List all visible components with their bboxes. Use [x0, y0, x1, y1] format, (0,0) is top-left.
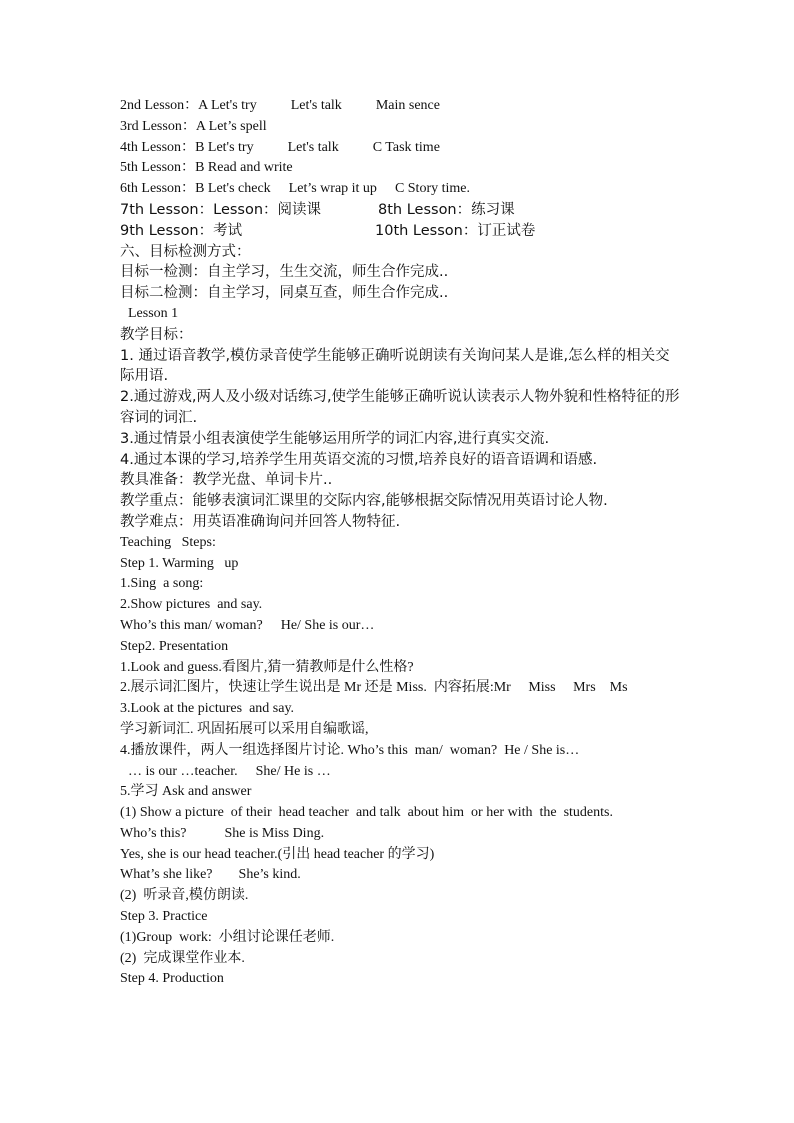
dialogue-question: Who’s this man/ woman? [120, 617, 263, 633]
dialogue-line: She/ He is … [255, 763, 331, 779]
lesson-10: 10th Lesson：订正试卷 [375, 222, 536, 239]
key-points: 教学重点：能够表演词汇课里的交际内容,能够根据交际情况用英语讨论人物. [120, 493, 608, 510]
lesson-line-2 [120, 96, 680, 117]
objective-item: 3.通过情景小组表演使学生能够运用所学的词汇内容,进行真实交流. [120, 430, 550, 447]
lesson-line-9-10 [120, 221, 680, 242]
lesson-line-5 [120, 158, 680, 179]
lesson-9: 9th Lesson：考试 [120, 222, 243, 239]
teaching-steps-heading: Teaching Steps: [120, 534, 216, 550]
lesson-label: 5th Lesson： [120, 160, 196, 176]
lesson-line-3 [120, 117, 680, 138]
lesson-label: 6th Lesson： [120, 181, 196, 197]
step2-qa: Yes, she is our head teacher.(引出 head teacher 的学习) [120, 846, 435, 862]
lesson-label: 2nd Lesson： [120, 98, 199, 113]
dialogue-answer: He/ She is our… [280, 617, 375, 633]
lesson-7: 7th Lesson：Lesson：阅读课 [120, 201, 322, 218]
dialogue-answer: She’s kind. [238, 867, 301, 883]
goal-two-check: 目标二检测：自主学习，同桌互查，师生合作完成.. [120, 285, 449, 302]
section-six-heading: 六、目标检测方式： [120, 243, 251, 260]
lesson-part: Let’s wrap it up [288, 181, 377, 197]
step1-dialogue [120, 616, 680, 637]
step2-title: Step2. Presentation [120, 638, 229, 654]
lesson-part: B Let's check [195, 181, 271, 197]
step3-item: (1)Group work: 小组讨论课任老师. [120, 929, 335, 945]
lesson-part: Main sence [375, 98, 440, 113]
lesson-8: 8th Lesson：练习课 [378, 201, 515, 218]
step2-item: 3.Look at the pictures and say. [120, 701, 295, 717]
difficulties: 教学难点：用英语准确询问并回答人物特征. [120, 513, 401, 530]
step1-title: Step 1. Warming up [120, 555, 239, 571]
step2-note: 学习新词汇. 巩固拓展可以采用自编歌谣, [120, 721, 369, 737]
lesson-label: 3rd Lesson： [120, 118, 196, 134]
lesson1-title: Lesson 1 [128, 305, 179, 321]
lesson-part: A Let's try [198, 98, 257, 113]
lesson-part: B Let's try [195, 139, 254, 155]
step2-item: 4.播放课件，两人一组选择图片讨论. Who’s this man/ woman? He / She is… [120, 742, 580, 758]
objective-item: 1. 通过语音教学,模仿录音使学生能够正确听说朗读有关询问某人是谁,怎么样的相关交际用语. [120, 347, 670, 385]
step1-item: 2.Show pictures and say. [120, 597, 263, 613]
step2-item: 1.Look and guess.看图片,猜一猜教师是什么性格? [120, 659, 414, 675]
lesson-part: C Story time. [394, 181, 470, 197]
lesson-part: C Task time [372, 139, 440, 155]
lesson-part: Let's talk [290, 98, 342, 113]
step2-dialogue [120, 762, 680, 783]
dialogue-answer: She is Miss Ding. [224, 825, 325, 841]
dialogue-question: Who’s this? [120, 825, 187, 841]
step2-subitem: (1) Show a picture of their head teacher and talk about him or her with the students. [120, 805, 613, 821]
lesson-part: Let's talk [287, 139, 339, 155]
step2-qa [120, 865, 680, 886]
materials: 教具准备：教学光盘、单词卡片.. [120, 472, 333, 489]
step2-item: 2.展示词汇图片，快速让学生说出是 Mr 还是 Miss. 内容拓展:Mr Miss Mrs Ms [120, 680, 628, 696]
step1-item: 1.Sing a song: [120, 576, 204, 592]
step2-item: 5.学习 Ask and answer [120, 784, 252, 800]
goal-one-check: 目标一检测：自主学习，生生交流，师生合作完成.. [120, 264, 449, 281]
dialogue-question: What’s she like? [120, 867, 213, 883]
lesson-line-6 [120, 179, 680, 200]
step4-title: Step 4. Production [120, 971, 224, 987]
step2-qa [120, 824, 680, 845]
objectives-title: 教学目标： [120, 326, 193, 343]
lesson-line-7-8 [120, 200, 680, 221]
objective-item: 4.通过本课的学习,培养学生用英语交流的习惯,培养良好的语音语调和语感. [120, 451, 598, 468]
objective-item: 2.通过游戏,两人及小级对话练习,使学生能够正确听说认读表示人物外貌和性格特征的形容词的词汇. [120, 389, 680, 426]
step2-subitem: (2) 听录音,模仿朗读. [120, 888, 249, 904]
step3-title: Step 3. Practice [120, 909, 208, 925]
document-body [120, 96, 680, 990]
lesson-line-4 [120, 138, 680, 159]
dialogue-line: … is our …teacher. [128, 763, 238, 779]
lesson-label: 4th Lesson： [120, 139, 196, 155]
step3-item: (2) 完成课堂作业本. [120, 950, 245, 966]
lesson-part: A Let’s spell [195, 118, 267, 134]
lesson-part: B Read and write [195, 160, 293, 176]
